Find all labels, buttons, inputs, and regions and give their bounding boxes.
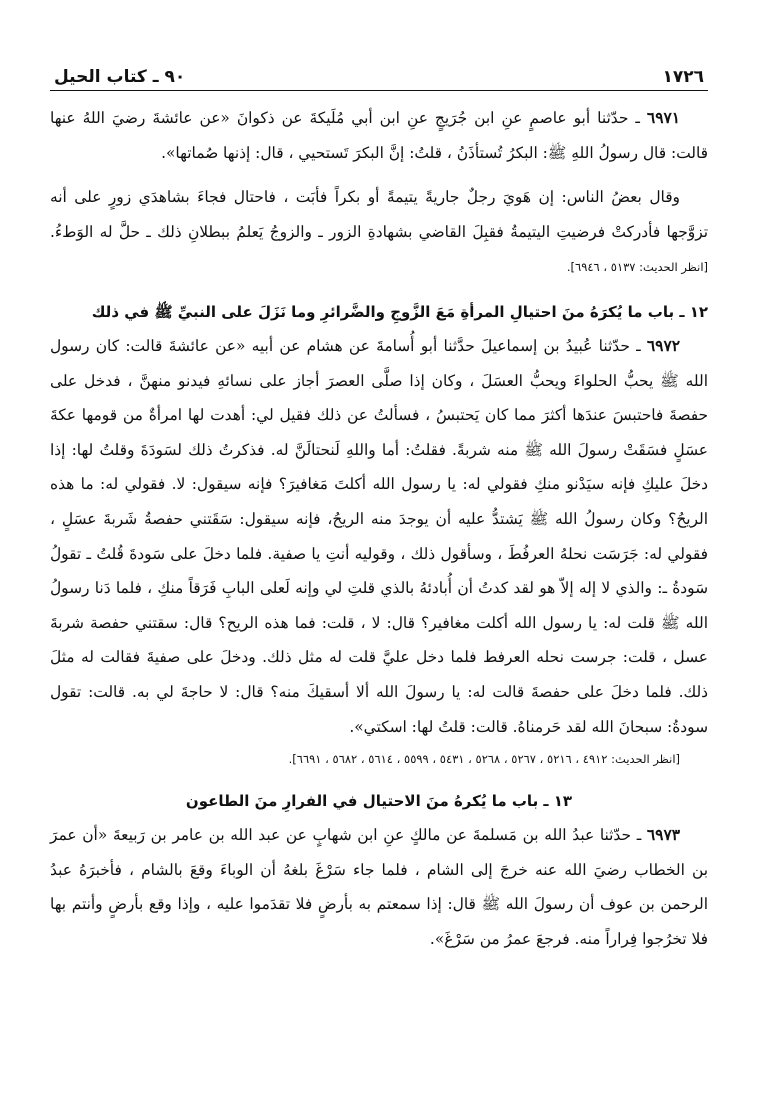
book-title: ٩٠ ـ كتاب الحيل xyxy=(54,67,186,87)
hadith-reference: [انظر الحديث: ٥١٣٧ ، ٦٩٤٦]. xyxy=(566,260,708,275)
hadith-6971 xyxy=(50,101,708,170)
hadith-number: ٦٩٧٢ xyxy=(646,336,680,355)
chapter-13-heading: ١٣ ـ باب ما يُكرهُ منَ الاحتيال في الفرارِ منَ الطاعون xyxy=(185,792,573,811)
hadith-text: ـ حدّثنا عبدُ الله بن مَسلمةَ عن مالكٍ عنِ ابن شهابٍ عن عبد الله بن عامر بن رَبيعةَ «أن عمرَ بن الخطاب رضيَ الله عنه خرجَ إلى الشام ، فلما جاء سَرْغَ بلغهُ أن الوباءَ وقعَ بالشام ، فأخبرَهُ عبدُ الرحمن بن عوف أن رسولَ الله ﷺ قال: إذا سمعتم به بأرضٍ فلا تقدَموا عليه ، وإذا وقع بأرضٍ وأنتم بها فلا تخرُجوا فِراراً منه. فرجعَ عمرُ من سَرْغَ». xyxy=(50,826,708,948)
hadith-number: ٦٩٧١ xyxy=(646,109,680,127)
hadith-6973 xyxy=(50,818,708,956)
hadith-6972 xyxy=(50,329,708,744)
hadith-reference: [انظر الحديث: ٤٩١٢ ، ٥٢١٦ ، ٥٢٦٧ ، ٥٢٦٨ ، ٥٤٣١ ، ٥٥٩٩ ، ٥٦١٤ ، ٥٦٨٢ ، ٦٦٩١]. xyxy=(288,752,680,767)
page-number: ١٧٢٦ xyxy=(662,67,704,87)
hadith-text: ـ حدّثنا عُبيدُ بن إسماعيلَ حدَّثنا أبو أُسامةَ عن هشام عن أبيه «عن عائشةَ قالت: كان رسول الله ﷺ يحبُّ الحلواءَ ويحبُّ العسَلَ ، وكان إذا صلَّى العصرَ أجاز على نسائهِ فيدنو منهنَّ ، فدخل على حفصةَ فاحتبسَ عندَها أكثرَ مما كان يَحتبسُ ، فسألتُ عن ذلك فقيل لي: أهدت لها امرأةٌ من قومها عكةَ عسَلٍ فسَقَتْ رسولَ الله ﷺ منه شربةً. فقلتُ: أما واللهِ لَنحتالَنَّ له. فذكرتُ ذلك لسَودَةَ وقلتُ لها: إذا دخلَ عليكِ فإنه سيَدْنو منكِ فقولي له: يا رسول الله أكلتَ مَغافيرَ؟ فإنه سيقول: لا. فقولي له: ما هذه الريحُ؟ وكان رسولُ الله ﷺ يَشتدُّ عليه أن يوجدَ منه الريحُ، فإنه سيقول: سَقَتني حفصةُ شَربةَ عسَلٍ ، فقولي له: جَرَسَت نحلهُ العرفُطَ ، وسأقول ذلك ، وقوليه أنتِ يا صفية. فلما دخلَ على سَودةَ قُلتُ ـ تقولُ سَودةُ ـ: والذي لا إله إلاّ هو لقد كدتُ أن أُبادئهُ بالذي قلتِ لي وإنه لَعلى البابِ فَرَقاً منكِ ، فلما دَنا رسولُ الله ﷺ قلت له: يا رسول الله أكلت مغافير؟ قال: لا ، قلت: فما هذه الريح؟ قال: سقتني حفصة شربةَ عسل ، قلت: جرست نحله العرفط فلما دخل عليَّ قلت له مثل ذلك. ودخلَ على صفيةَ فقالت له مثلَ ذلك. فلما دخلَ على حفصةَ قالت له: يا رسولَ الله ألا أسقيكَ منه؟ قال: لا حاجةَ لي به. قالت: تقول سودةُ: سبحانَ الله لقد حَرمناهُ. قالت: قلتُ لها: اسكتي». xyxy=(50,336,709,736)
hadith-6971-commentary xyxy=(50,180,708,285)
chapter-12-heading: ١٢ ـ باب ما يُكرَهُ منَ احتيالِ المرأةِ مَعَ الزَّوجِ والضَّرائرِ وما نَزَلَ على النبيِّ ﷺ في ذلك xyxy=(91,302,708,321)
hadith-number: ٦٩٧٣ xyxy=(646,826,680,845)
running-header xyxy=(50,60,708,91)
book-page xyxy=(50,60,708,956)
hadith-text: ـ حدّثنا أبو عاصمٍ عنِ ابن جُرَيجٍ عنِ ابن أبي مُلَيكةَ عن ذكوانَ «عن عائشةَ رضيَ اللهُ عنها قالت: قال رسولُ اللهِ ﷺ: البكرُ تُستأذَنُ ، قلتُ: إنَّ البكرَ تَستحيي ، قال: إذنها صُماتها». xyxy=(50,109,708,162)
commentary-text: وقال بعضُ الناس: إن هَويَ رجلٌ جاريةً يتيمةً أو بكراً فأبَت ، فاحتال فجاءَ بشاهدَي زورٍ على أنه تزوَّجها فأدركتْ فرضيتِ اليتيمةُ فقبِلَ القاضي بشهادةِ الزور ـ والزوجُ يَعلمُ ببطلانِ ذلك ـ حلَّ له الوَطءُ. xyxy=(50,188,708,241)
